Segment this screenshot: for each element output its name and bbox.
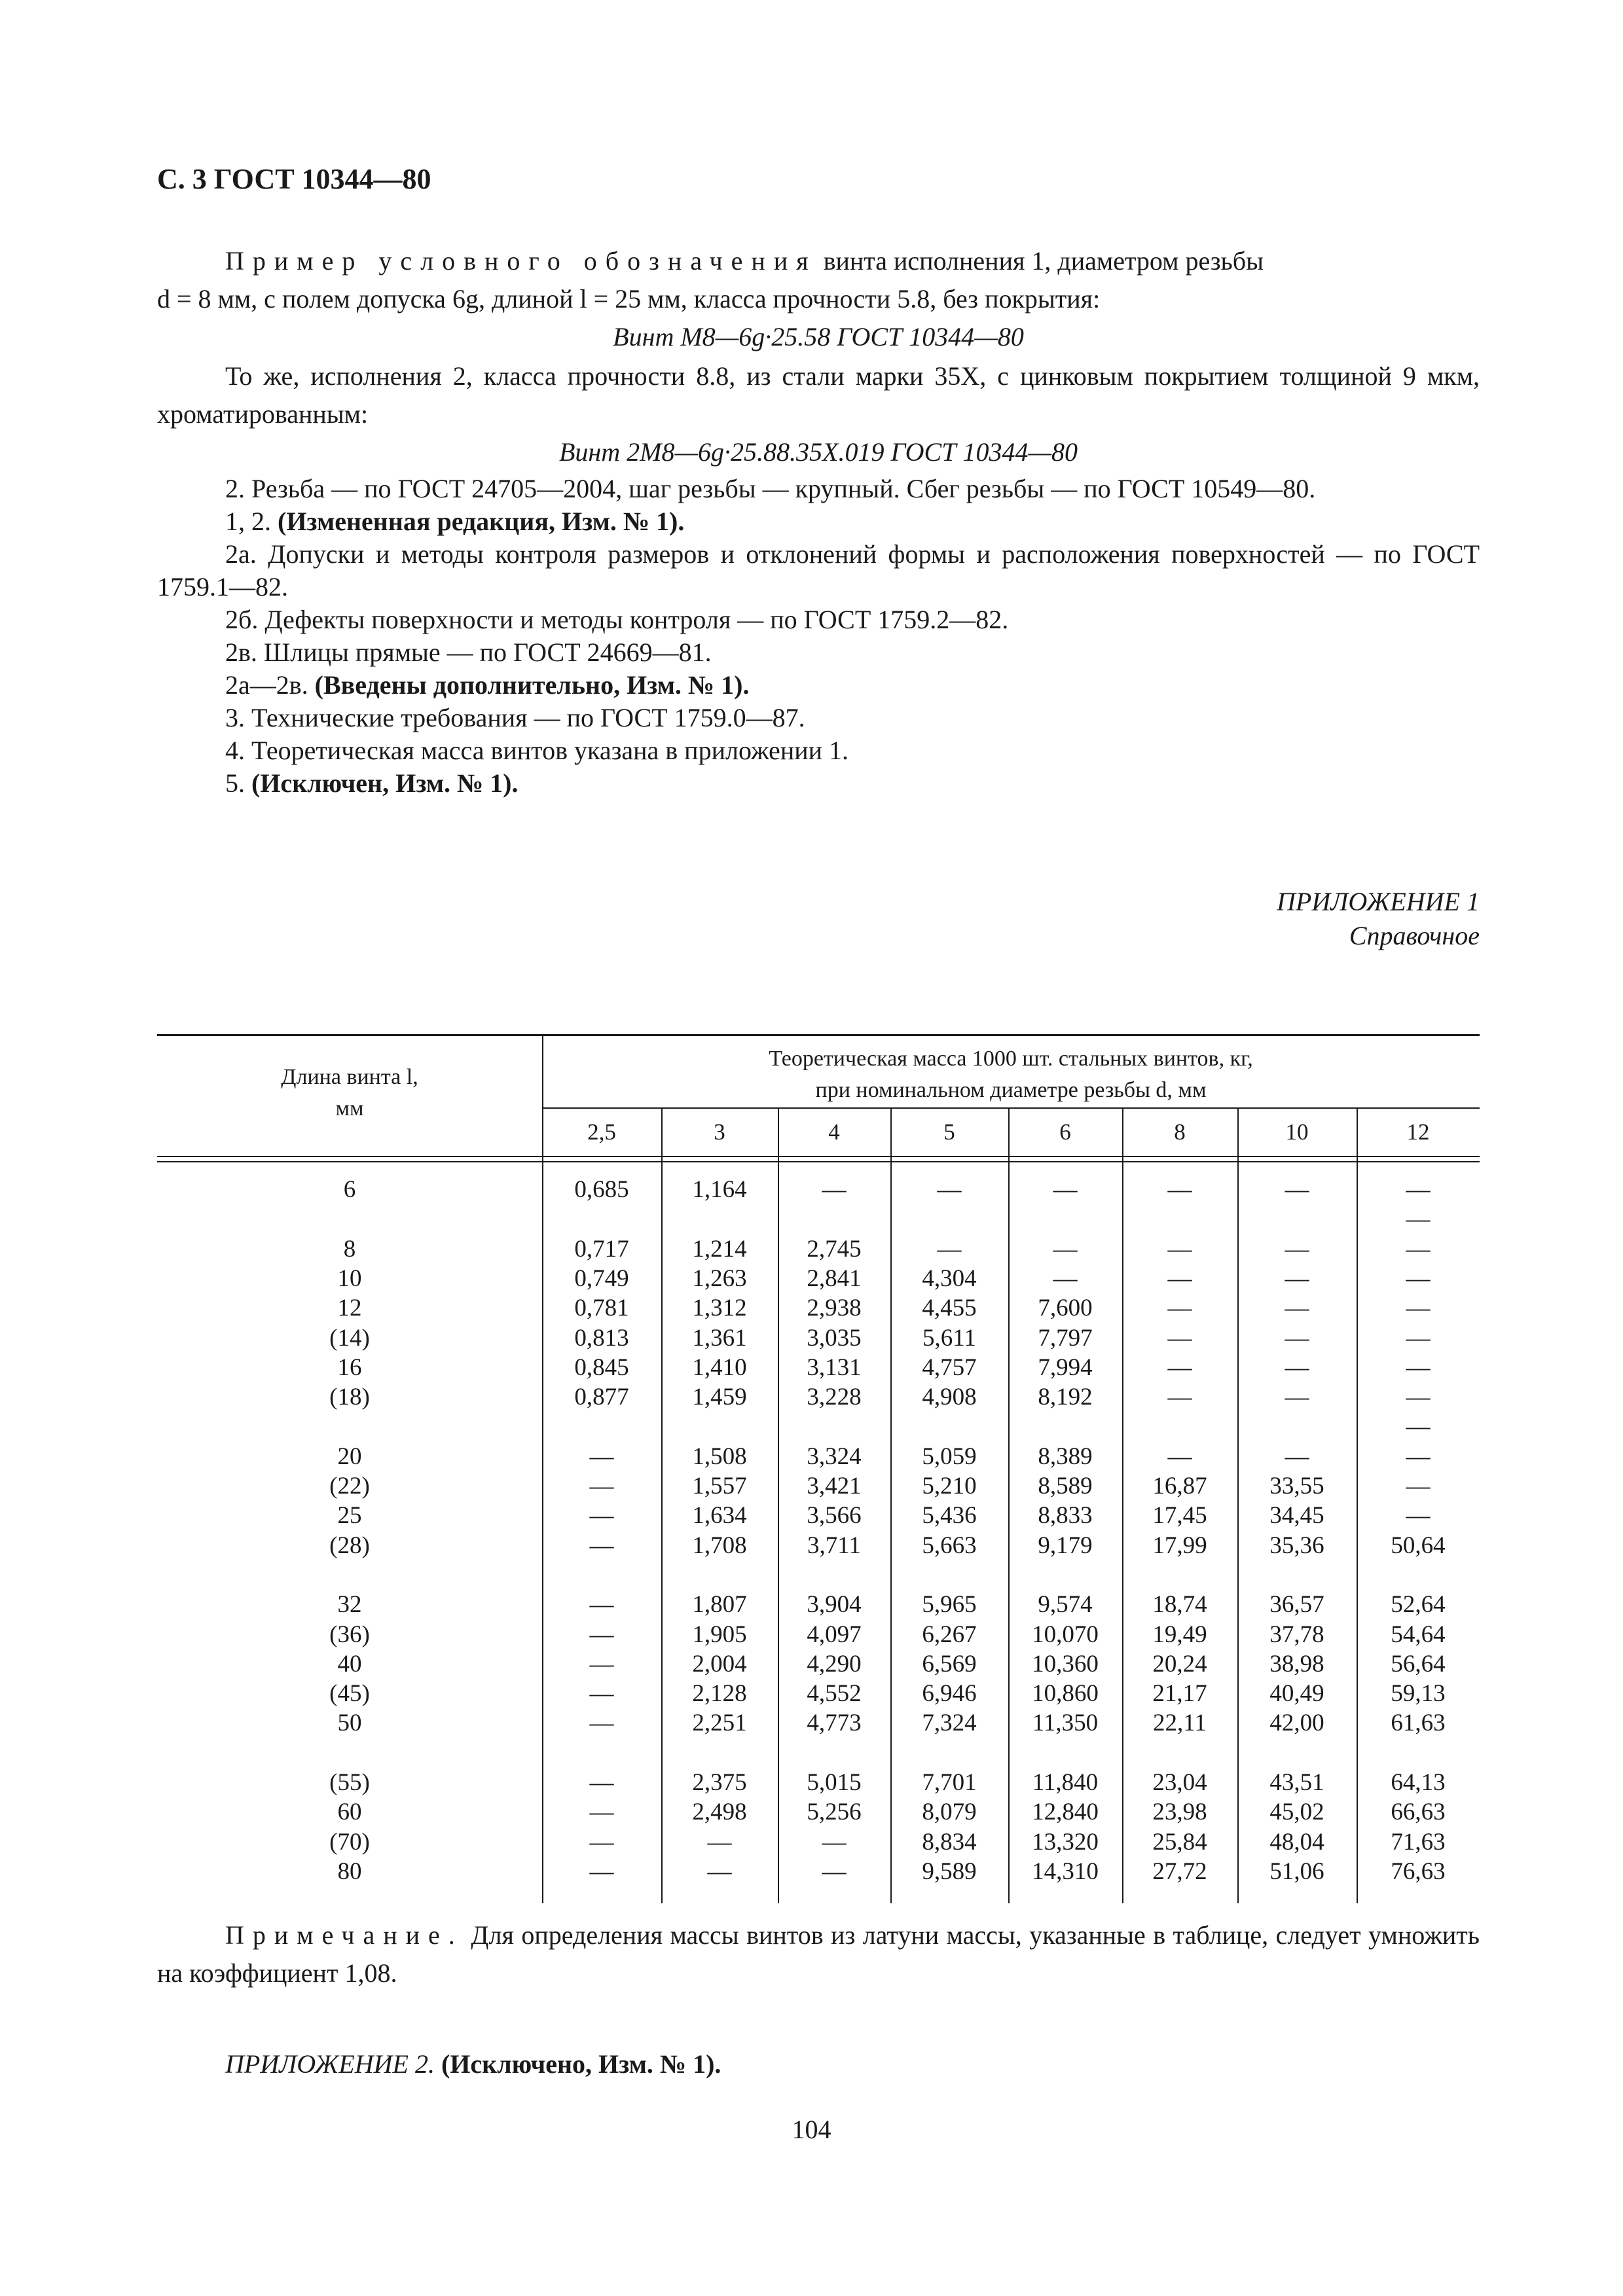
mass-cell: — (1406, 1324, 1431, 1352)
length-cell: 80 (337, 1857, 362, 1885)
mass-cell: 52,64 (1391, 1591, 1446, 1619)
note-label: Примечание. (225, 1920, 464, 1950)
mass-cell: — (707, 1857, 732, 1885)
header-bottom-rule-1 (157, 1156, 1480, 1157)
mass-cell: 10,070 (1032, 1621, 1099, 1648)
mass-cell: 2,251 (692, 1710, 747, 1737)
length-cell: 10 (337, 1265, 362, 1292)
mass-cell: 4,773 (807, 1710, 862, 1737)
mass-cell: 20,24 (1152, 1650, 1207, 1677)
length-cell: 50 (337, 1710, 362, 1737)
mass-cell: 7,324 (922, 1710, 977, 1737)
mass-cell: — (1285, 1235, 1309, 1263)
example-paragraph (157, 242, 1480, 318)
mass-cell: 45,02 (1269, 1799, 1324, 1826)
item-5 (157, 669, 1480, 702)
mass-cell: 8,589 (1038, 1473, 1093, 1499)
mass-cell: 43,51 (1269, 1769, 1324, 1796)
mass-cell: 5,436 (922, 1502, 977, 1530)
mass-cell: — (589, 1857, 614, 1885)
mass-cell: 38,98 (1269, 1650, 1324, 1677)
mass-cell: — (1406, 1413, 1431, 1441)
mass-cell: — (1167, 1354, 1192, 1381)
mass-cell: 48,04 (1269, 1828, 1324, 1856)
header-bottom-rule-2 (157, 1161, 1480, 1162)
mass-cell: 19,49 (1152, 1621, 1207, 1648)
mass-cell: — (1167, 1384, 1192, 1411)
length-cell: 8 (343, 1235, 356, 1263)
diameter-header: 3 (714, 1119, 725, 1145)
mass-cell: 2,004 (692, 1650, 747, 1677)
diameter-header: 12 (1406, 1119, 1430, 1145)
mass-cell: 9,574 (1038, 1591, 1093, 1619)
mass-cell: 3,421 (807, 1473, 862, 1499)
length-cell: 16 (337, 1354, 362, 1381)
mass-cell: 22,11 (1153, 1710, 1207, 1737)
length-cell: (36) (329, 1621, 370, 1648)
mass-group-header-line2: при номинальном диаметре резьбы d, мм (815, 1078, 1207, 1102)
mass-cell: 54,64 (1391, 1621, 1446, 1648)
mass-group-header (542, 1043, 1480, 1106)
item-3 (157, 603, 1480, 636)
length-cell: (45) (329, 1680, 370, 1708)
mass-cell: 8,192 (1038, 1384, 1093, 1411)
mass-cell: — (937, 1235, 962, 1263)
mass-cell: 33,55 (1269, 1473, 1324, 1499)
mass-cell: — (1406, 1443, 1431, 1470)
mass-cell: — (707, 1828, 732, 1856)
mass-cell: 27,72 (1152, 1857, 1207, 1885)
mass-cell: 1,312 (692, 1295, 747, 1322)
item-text: 2а—2в. (225, 670, 315, 700)
diameter-header: 5 (943, 1119, 955, 1145)
mass-cell: — (1406, 1502, 1431, 1530)
mass-cell: 4,455 (922, 1295, 977, 1322)
mass-cell: 4,552 (807, 1680, 862, 1708)
mass-cell: — (1167, 1235, 1192, 1263)
mass-cell: 1,263 (692, 1265, 747, 1292)
length-cell: 32 (337, 1591, 362, 1619)
mass-cell: — (1053, 1265, 1078, 1292)
mass-cell: 16,87 (1152, 1473, 1207, 1499)
mass-cell: — (1406, 1176, 1431, 1203)
mass-cell: — (937, 1176, 962, 1203)
mass-cell: — (1053, 1176, 1078, 1203)
mass-cell: 8,079 (922, 1799, 977, 1826)
mass-cell: 1,459 (692, 1384, 747, 1411)
mass-cell: 1,557 (692, 1473, 747, 1499)
mass-cell: 1,905 (692, 1621, 747, 1648)
designation-2: Винт 2М8—6g·25.88.35Х.019 ГОСТ 10344—80 (558, 437, 1078, 467)
mass-cell: 1,164 (692, 1176, 747, 1203)
length-cell: 25 (337, 1502, 362, 1530)
mass-cell: 17,45 (1152, 1502, 1207, 1530)
mass-cell: 51,06 (1269, 1857, 1324, 1885)
mass-cell: 14,310 (1032, 1857, 1099, 1885)
mass-cell: 18,74 (1152, 1591, 1207, 1619)
length-cell: 12 (337, 1295, 362, 1322)
mass-cell: 61,63 (1391, 1710, 1446, 1737)
appendix-2 (157, 2049, 721, 2079)
appendix-1-title: ПРИЛОЖЕНИЕ 1 (1277, 887, 1480, 916)
mass-cell: 3,035 (807, 1324, 862, 1352)
mass-cell: 4,908 (922, 1384, 977, 1411)
item-1 (157, 505, 1480, 538)
mass-cell: 3,711 (807, 1532, 861, 1559)
mass-cell: — (589, 1680, 614, 1708)
mass-cell: — (822, 1828, 847, 1856)
item-6 (157, 702, 1480, 734)
length-cell: (55) (329, 1769, 370, 1796)
mass-cell: 12,840 (1032, 1799, 1099, 1826)
mass-cell: 71,63 (1391, 1828, 1446, 1856)
length-cell: (28) (329, 1532, 370, 1559)
length-cell: 6 (343, 1176, 356, 1203)
item-amendment: (Исключен, Изм. № 1). (251, 768, 519, 798)
mass-cell: 36,57 (1269, 1591, 1324, 1619)
mass-cell: 13,320 (1032, 1828, 1099, 1856)
mass-cell: 4,757 (922, 1354, 977, 1381)
mass-cell: 23,04 (1152, 1769, 1207, 1796)
mass-cell: 0,813 (574, 1324, 629, 1352)
mass-cell: 40,49 (1269, 1680, 1324, 1708)
example-text-2: То же, исполнения 2, класса прочности 8.8, из стали марки 35Х, с цинковым покрытием толщиной 9 мкм, хроматированным: (157, 361, 1480, 429)
mass-cell: — (589, 1710, 614, 1737)
mass-cell: 42,00 (1269, 1710, 1324, 1737)
mass-cell: 11,350 (1032, 1710, 1099, 1737)
mass-cell: 4,304 (922, 1265, 977, 1292)
appendix-2-title: ПРИЛОЖЕНИЕ 2. (225, 2049, 435, 2079)
mass-cell: — (589, 1443, 614, 1470)
mass-cell: 0,685 (574, 1176, 629, 1203)
mass-cell: 66,63 (1391, 1799, 1446, 1826)
length-cell: 40 (337, 1650, 362, 1677)
mass-cell: 21,17 (1152, 1680, 1207, 1708)
mass-cell: 23,98 (1152, 1799, 1207, 1826)
item-0 (157, 473, 1480, 505)
mass-cell: — (589, 1502, 614, 1530)
mass-cell: 10,360 (1032, 1650, 1099, 1677)
length-cell: 60 (337, 1799, 362, 1826)
items-list (157, 473, 1480, 800)
mass-cell: 5,256 (807, 1799, 862, 1826)
mass-cell: 25,84 (1152, 1828, 1207, 1856)
mass-cell: — (1285, 1384, 1309, 1411)
mass-cell: — (1406, 1206, 1431, 1233)
mass-cell: 64,13 (1391, 1769, 1446, 1796)
mass-cell: 2,498 (692, 1799, 747, 1826)
item-text: 2. Резьба — по ГОСТ 24705—2004, шаг резьбы — крупный. Сбег резьбы — по ГОСТ 10549—80. (225, 474, 1316, 503)
mass-cell: 76,63 (1391, 1857, 1446, 1885)
mass-cell: 3,904 (807, 1591, 862, 1619)
mass-cell: — (589, 1532, 614, 1559)
diameter-header: 10 (1285, 1119, 1309, 1145)
mass-cell: 0,717 (574, 1235, 629, 1263)
mass-cell: 7,797 (1038, 1324, 1093, 1352)
example-label: Пример условного обозначения (225, 246, 817, 276)
length-cell: (22) (329, 1473, 370, 1499)
item-8 (157, 767, 1480, 800)
appendix-2-status: (Исключено, Изм. № 1). (434, 2049, 721, 2079)
mass-cell: 3,228 (807, 1384, 862, 1411)
mass-cell: 7,600 (1038, 1295, 1093, 1322)
mass-cell: 5,611 (922, 1324, 976, 1352)
item-amendment: (Измененная редакция, Изм. № 1). (278, 507, 685, 536)
mass-cell: — (1167, 1295, 1192, 1322)
item-4 (157, 636, 1480, 669)
mass-cell: — (1285, 1176, 1309, 1203)
item-text: 3. Технические требования — по ГОСТ 1759.0—87. (225, 703, 805, 732)
mass-cell: 6,946 (922, 1680, 977, 1708)
item-amendment: (Введены дополнительно, Изм. № 1). (314, 670, 750, 700)
mass-cell: 6,569 (922, 1650, 977, 1677)
page-number: 104 (792, 2115, 831, 2144)
mass-cell: — (1167, 1265, 1192, 1292)
mass-cell: 1,214 (692, 1235, 747, 1263)
subheader-rule (542, 1107, 1480, 1109)
mass-cell: 3,566 (807, 1502, 862, 1530)
mass-cell: — (1167, 1324, 1192, 1352)
mass-cell: 8,389 (1038, 1443, 1093, 1470)
mass-cell: — (822, 1176, 847, 1203)
mass-cell: 56,64 (1391, 1650, 1446, 1677)
mass-cell: 5,210 (922, 1473, 977, 1499)
mass-cell: 2,841 (807, 1265, 862, 1292)
mass-cell: 0,845 (574, 1354, 629, 1381)
mass-cell: 59,13 (1391, 1680, 1446, 1708)
mass-cell: 2,128 (692, 1680, 747, 1708)
appendix-1-heading (1277, 885, 1480, 953)
item-text: 2а. Допуски и методы контроля размеров и отклонений формы и расположения поверхностей — по ГОСТ 1759.1—82. (157, 539, 1480, 601)
mass-cell: 4,290 (807, 1650, 862, 1677)
example-text-rest: винта исполнения 1, диаметром резьбы (816, 246, 1264, 276)
mass-cell: 0,877 (574, 1384, 629, 1411)
mass-cell: — (1406, 1235, 1431, 1263)
length-header (157, 1062, 542, 1124)
mass-cell: — (1285, 1443, 1309, 1470)
length-cell: (14) (329, 1324, 370, 1352)
page-header: С. 3 ГОСТ 10344—80 (157, 163, 431, 195)
length-header-line2: мм (335, 1096, 364, 1121)
mass-cell: 4,097 (807, 1621, 862, 1648)
mass-cell: 7,994 (1038, 1354, 1093, 1381)
diameter-header: 4 (828, 1119, 840, 1145)
item-2 (157, 538, 1480, 603)
appendix-1-subtitle: Справочное (1349, 921, 1480, 950)
mass-cell: — (589, 1799, 614, 1826)
diameter-header: 2,5 (587, 1119, 616, 1145)
mass-cell: 1,634 (692, 1502, 747, 1530)
length-cell: (70) (329, 1828, 370, 1856)
mass-cell: 1,361 (692, 1324, 747, 1352)
mass-cell: — (1167, 1176, 1192, 1203)
diameter-header: 8 (1174, 1119, 1186, 1145)
mass-table (157, 1034, 1480, 1905)
length-header-line1: Длина винта l, (281, 1065, 418, 1089)
note-text: Для определения массы винтов из латуни массы, указанные в таблице, следует умножить на коэффициент 1,08. (157, 1920, 1480, 1988)
mass-cell: — (589, 1473, 614, 1499)
item-text: 2в. Шлицы прямые — по ГОСТ 24669—81. (225, 637, 712, 667)
mass-cell: 3,324 (807, 1443, 862, 1470)
mass-cell: — (589, 1650, 614, 1677)
mass-cell: 5,015 (807, 1769, 862, 1796)
mass-cell: — (1406, 1473, 1431, 1499)
mass-cell: 2,745 (807, 1235, 862, 1263)
table-top-rule (157, 1034, 1480, 1036)
mass-cell: 37,78 (1269, 1621, 1324, 1648)
item-text: 5. (225, 768, 251, 798)
mass-cell: 2,938 (807, 1295, 862, 1322)
mass-cell: 1,508 (692, 1443, 747, 1470)
mass-cell: — (589, 1621, 614, 1648)
length-cell: 20 (337, 1443, 362, 1470)
mass-cell: — (1285, 1295, 1309, 1322)
mass-cell: — (1406, 1265, 1431, 1292)
mass-cell: 0,781 (574, 1295, 629, 1322)
item-text: 1, 2. (225, 507, 278, 536)
mass-cell: 5,663 (922, 1532, 977, 1559)
mass-cell: 5,965 (922, 1591, 977, 1619)
mass-cell: — (1053, 1235, 1078, 1263)
mass-cell: — (1285, 1354, 1309, 1381)
item-text: 2б. Дефекты поверхности и методы контроля — по ГОСТ 1759.2—82. (225, 605, 1009, 634)
mass-cell: — (822, 1857, 847, 1885)
designation-1: Винт М8—6g·25.58 ГОСТ 10344—80 (613, 322, 1024, 351)
mass-cell: 11,840 (1032, 1769, 1099, 1796)
mass-cell: 17,99 (1152, 1532, 1207, 1559)
mass-cell: 1,807 (692, 1591, 747, 1619)
example-text-line2: d = 8 мм, с полем допуска 6g, длиной l = 25 мм, класса прочности 5.8, без покрытия: (157, 284, 1101, 314)
mass-cell: — (1406, 1384, 1431, 1411)
mass-cell: — (1285, 1265, 1309, 1292)
mass-cell: — (1167, 1443, 1192, 1470)
mass-cell: — (1285, 1324, 1309, 1352)
item-text: 4. Теоретическая масса винтов указана в приложении 1. (225, 736, 849, 765)
mass-cell: 10,860 (1032, 1680, 1099, 1708)
mass-cell: 5,059 (922, 1443, 977, 1470)
mass-cell: 7,701 (922, 1769, 977, 1796)
mass-cell: 35,36 (1269, 1532, 1324, 1559)
mass-cell: 6,267 (922, 1621, 977, 1648)
mass-cell: 50,64 (1391, 1532, 1446, 1559)
mass-group-header-line1: Теоретическая масса 1000 шт. стальных винтов, кг, (769, 1047, 1253, 1071)
mass-cell: 0,749 (574, 1265, 629, 1292)
mass-cell: 8,833 (1038, 1502, 1093, 1530)
mass-cell: 8,834 (922, 1828, 977, 1856)
mass-cell: 34,45 (1269, 1502, 1324, 1530)
mass-cell: — (589, 1828, 614, 1856)
mass-cell: 2,375 (692, 1769, 747, 1796)
mass-cell: — (1406, 1295, 1431, 1322)
mass-cell: 9,179 (1038, 1532, 1093, 1559)
mass-cell: 1,410 (692, 1354, 747, 1381)
item-7 (157, 734, 1480, 767)
mass-cell: — (589, 1769, 614, 1796)
length-cell: (18) (329, 1384, 370, 1411)
mass-cell: 3,131 (807, 1354, 862, 1381)
diameter-header: 6 (1059, 1119, 1071, 1145)
mass-cell: 1,708 (692, 1532, 747, 1559)
table-note (157, 1916, 1480, 1992)
mass-cell: — (589, 1591, 614, 1619)
mass-cell: 9,589 (922, 1857, 977, 1885)
mass-cell: — (1406, 1354, 1431, 1381)
